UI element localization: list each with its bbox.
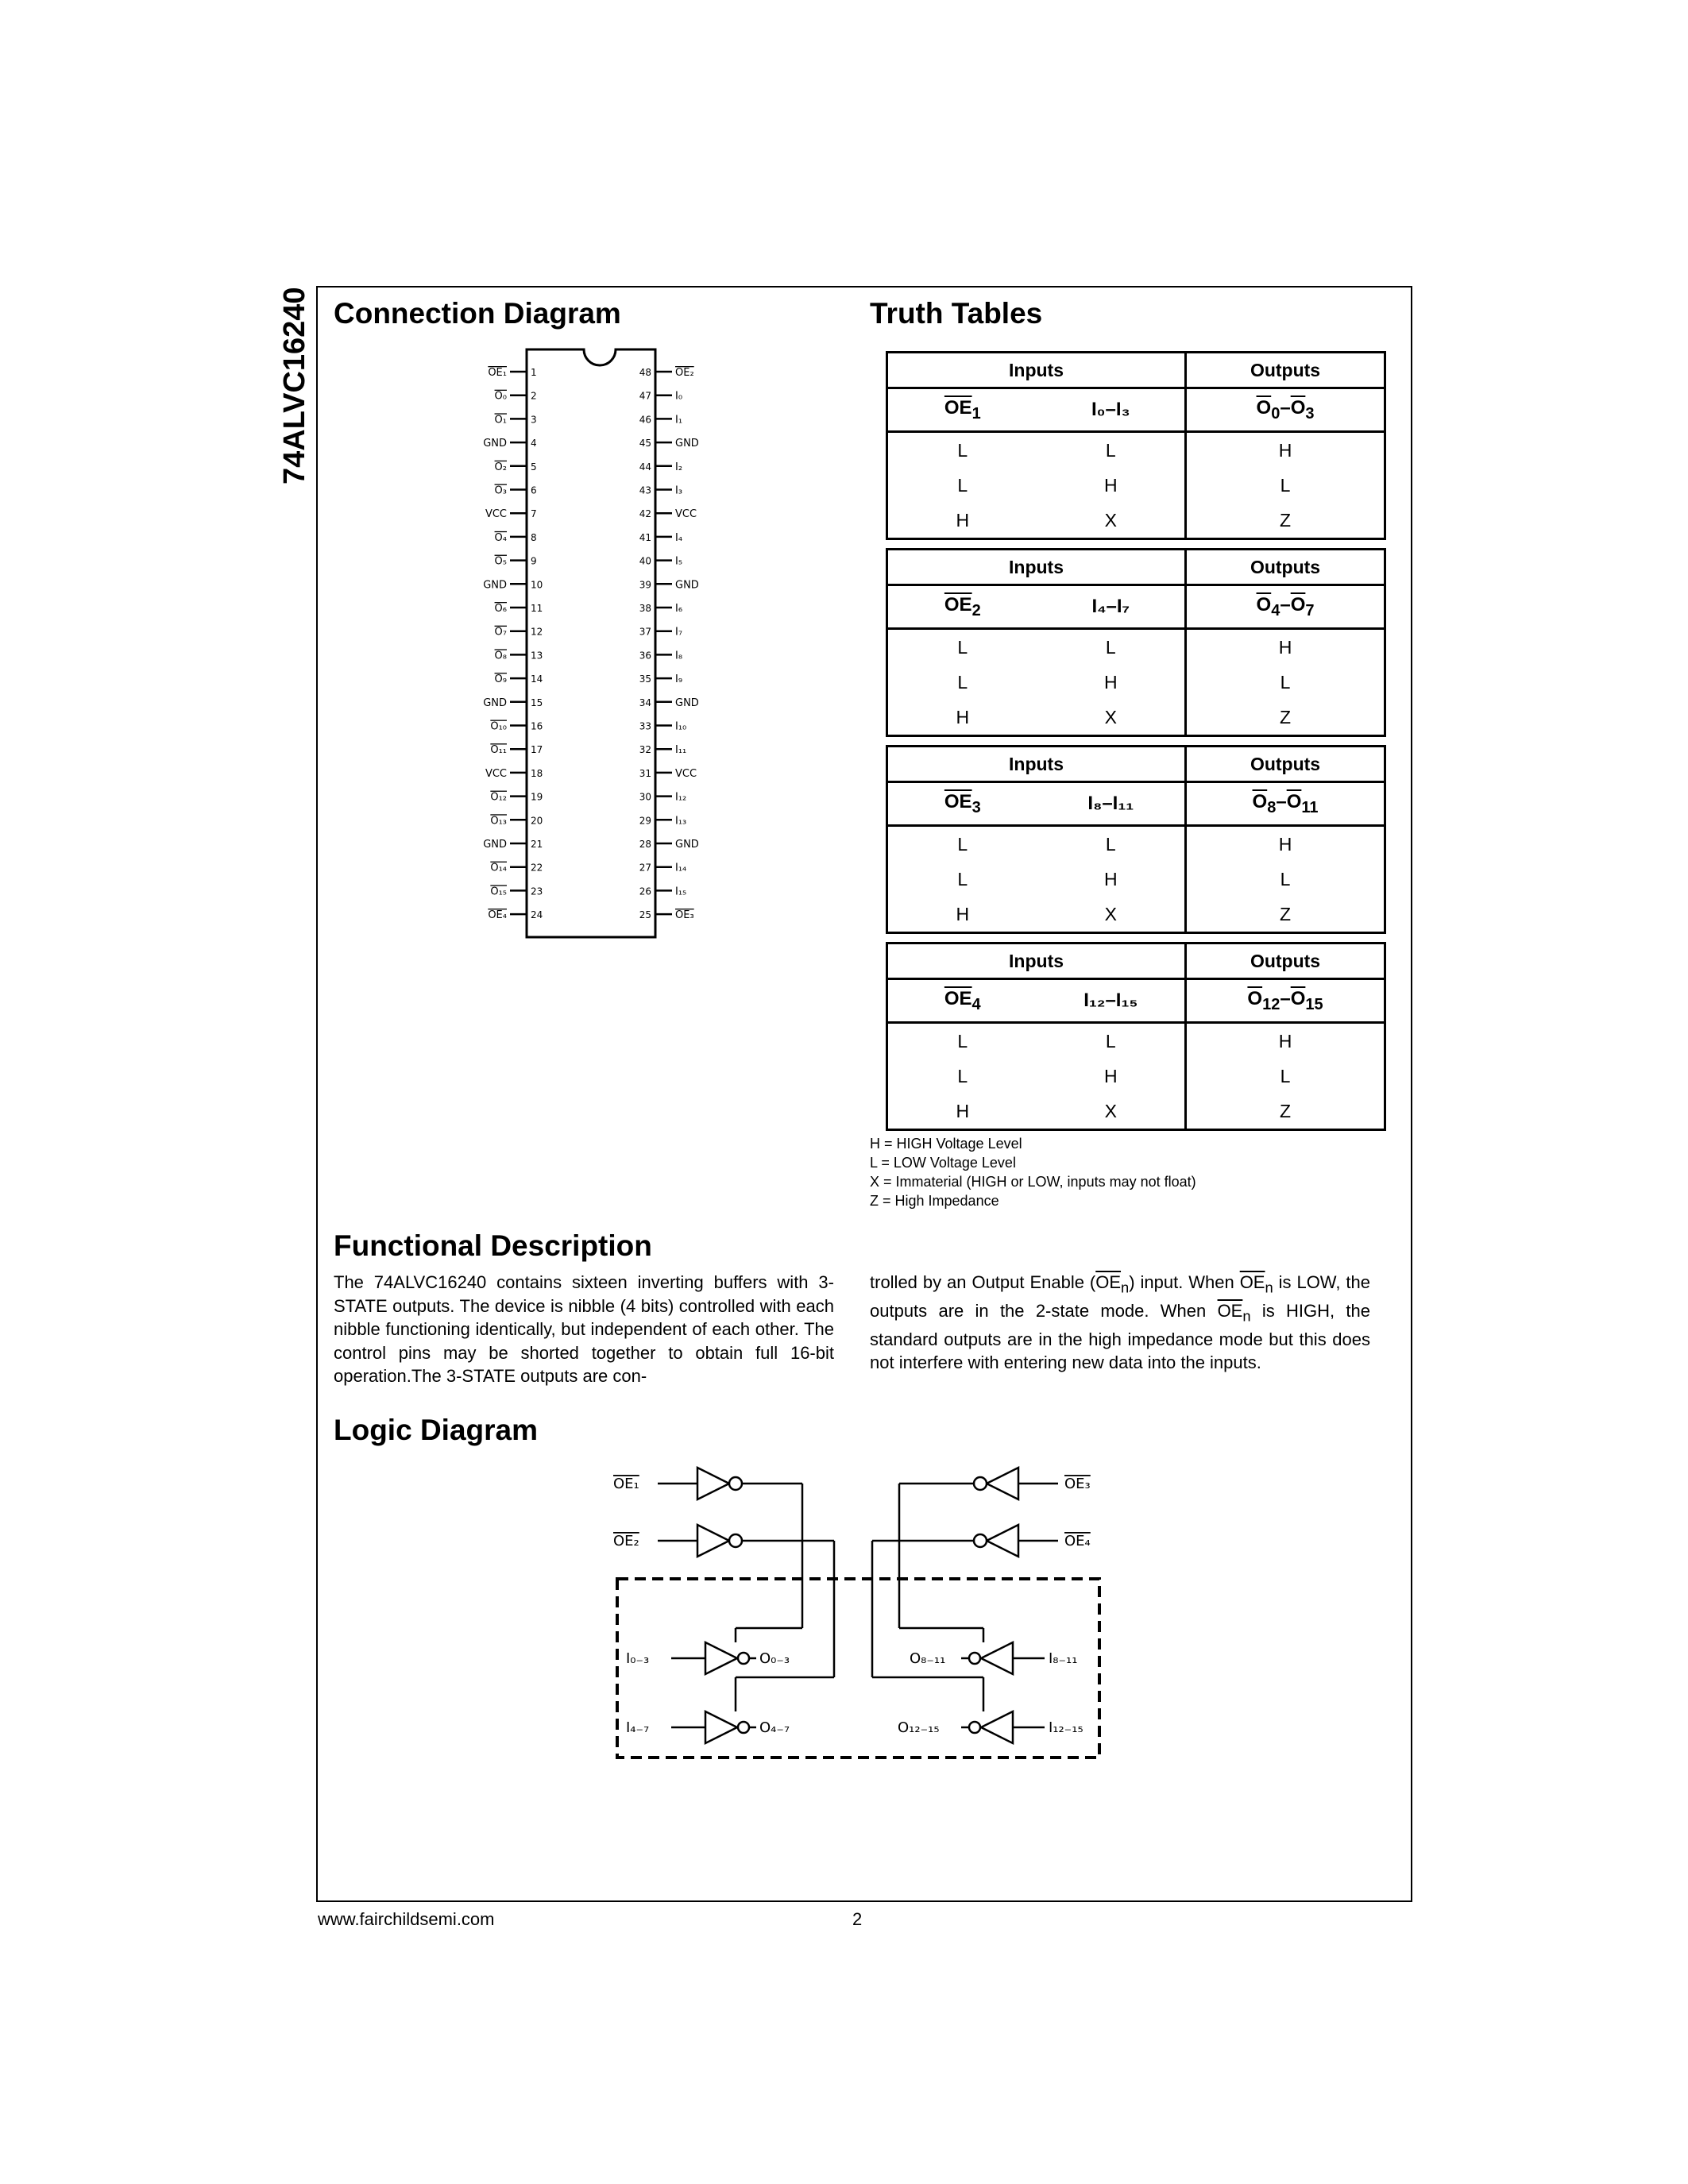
pin-number-right: 28 — [639, 839, 651, 850]
inputs-header: Inputs — [887, 747, 1186, 782]
pin-number-right: 36 — [639, 650, 651, 662]
pin-name-left: O₁₃ — [490, 815, 507, 828]
outputs-header: Outputs — [1186, 943, 1385, 979]
table-cell: X — [1037, 897, 1186, 933]
table-cell: H — [1186, 629, 1385, 666]
logic-label-oe3: OE₃ — [1064, 1476, 1091, 1492]
side-title: 74ALVC16240 — [278, 287, 311, 484]
pin-number-right: 29 — [639, 815, 651, 827]
pin-name-left: VCC — [485, 508, 507, 521]
table-subheader-row — [887, 782, 1385, 826]
pin-name-right: I₁ — [675, 414, 683, 426]
table-cell: L — [887, 826, 1037, 862]
table-row — [887, 629, 1385, 666]
input-range-header: I₄–I₇ — [1037, 585, 1186, 629]
pin-name-right: I₅ — [675, 555, 683, 568]
logic-label-i03: I₀₋₃ — [626, 1650, 650, 1667]
pin-name-left: O₁₁ — [490, 744, 507, 757]
table-row — [887, 665, 1385, 700]
truth-table — [886, 745, 1386, 934]
pin-name-left: VCC — [485, 767, 507, 780]
pin-number-right: 35 — [639, 673, 651, 685]
pin-name-right: I₆ — [675, 603, 683, 615]
functional-description-right: trolled by an Output Enable $(\overline{OE}_n)$ input. When $\overline{OE}_n$ is LOW, the outputs are in the 2-state mode. When $\overline{OE}_n$ is HIGH, the standard outputs are in the high impedance mode but this does not interfere with entering new data into the inputs. — [870, 1272, 1371, 1373]
pin-number-left: 11 — [531, 603, 543, 614]
pin-number-left: 3 — [531, 414, 537, 426]
pin-name-left: O₁₄ — [490, 862, 507, 874]
table-cell: L — [887, 1023, 1037, 1059]
input-range-header: I₁₂–I₁₅ — [1037, 979, 1186, 1023]
oe-column-header: $\overline{OE}_4$ — [887, 979, 1037, 1023]
table-subheader-row — [887, 585, 1385, 629]
pin-number-right: 43 — [639, 484, 651, 496]
table-cell: L — [1186, 468, 1385, 503]
pin-number-right: 33 — [639, 720, 651, 732]
pin-name-right: I₉ — [675, 673, 683, 686]
pin-number-right: 48 — [639, 367, 651, 378]
pin-number-left: 23 — [531, 886, 543, 897]
pin-number-left: 24 — [531, 909, 543, 921]
pin-number-left: 21 — [531, 839, 543, 850]
oe-column-header: $\overline{OE}_1$ — [887, 388, 1037, 432]
pin-name-left: O₆ — [494, 603, 507, 615]
table-cell: X — [1037, 1094, 1186, 1130]
pin-name-right: I₇ — [675, 626, 683, 639]
pin-name-right: I₁₀ — [675, 720, 687, 733]
logic-label-i811: I₈₋₁₁ — [1049, 1650, 1078, 1667]
table-cell: L — [1186, 1059, 1385, 1094]
pin-number-left: 8 — [531, 531, 537, 543]
pin-number-left: 18 — [531, 767, 543, 779]
pin-name-right: OE₃ — [675, 909, 694, 922]
table-header-row — [887, 747, 1385, 782]
inputs-header: Inputs — [887, 550, 1186, 585]
logic-label-o47: O₄₋₇ — [759, 1719, 790, 1736]
table-row — [887, 432, 1385, 469]
table-cell: H — [1037, 862, 1186, 897]
pin-name-left: O₁₂ — [490, 791, 507, 804]
pin-name-right: I₁₂ — [675, 791, 687, 804]
pin-number-left: 6 — [531, 484, 537, 496]
functional-description-heading: Functional Description — [334, 1229, 652, 1262]
pin-number-right: 27 — [639, 862, 651, 874]
output-range-header: $\overline{O}_{12}-\overline{O}_{15}$ — [1186, 979, 1385, 1023]
pin-number-left: 15 — [531, 696, 543, 708]
pin-group — [483, 367, 699, 921]
table-cell: Z — [1186, 503, 1385, 539]
table-row — [887, 862, 1385, 897]
pin-name-right: I₀ — [675, 390, 683, 403]
table-header-row — [887, 550, 1385, 585]
pin-number-left: 5 — [531, 461, 537, 473]
pin-number-right: 34 — [639, 696, 651, 708]
pin-name-left: O₅ — [494, 555, 507, 568]
pin-name-left: O₁₀ — [490, 720, 507, 733]
legend-item: H = HIGH Voltage Level — [870, 1136, 1022, 1152]
output-range-header: $\overline{O}_4-\overline{O}_7$ — [1186, 585, 1385, 629]
pin-number-left: 1 — [531, 367, 537, 378]
table-cell: L — [1186, 665, 1385, 700]
pin-name-left: O₃ — [494, 484, 507, 497]
pin-number-left: 13 — [531, 650, 543, 662]
pin-name-left: OE₁ — [488, 367, 507, 379]
pin-number-left: 22 — [531, 862, 543, 874]
truth-table — [886, 942, 1386, 1131]
pin-name-left: GND — [483, 579, 507, 592]
dashed-boundary — [617, 1579, 1099, 1758]
table-cell: X — [1037, 503, 1186, 539]
table-cell: Z — [1186, 1094, 1385, 1130]
pin-number-right: 47 — [639, 390, 651, 402]
pin-name-left: O₉ — [494, 673, 507, 686]
table-row — [887, 1094, 1385, 1130]
pin-number-left: 4 — [531, 438, 537, 450]
table-cell: L — [1037, 432, 1186, 469]
pin-number-left: 14 — [531, 673, 543, 685]
pin-name-right: GND — [675, 579, 699, 592]
pin-name-right: I₂ — [675, 461, 683, 473]
input-range-header: I₈–I₁₁ — [1037, 782, 1186, 826]
logic-label-oe4: OE₄ — [1064, 1533, 1091, 1549]
logic-label-o03: O₀₋₃ — [759, 1650, 790, 1667]
table-subheader-row — [887, 388, 1385, 432]
table-cell: H — [887, 503, 1037, 539]
table-cell: H — [887, 897, 1037, 933]
pin-number-right: 30 — [639, 791, 651, 803]
logic-diagram-heading: Logic Diagram — [334, 1414, 538, 1446]
outputs-header: Outputs — [1186, 353, 1385, 388]
table-cell: H — [1037, 468, 1186, 503]
pin-number-left: 10 — [531, 579, 543, 591]
pin-name-left: GND — [483, 696, 507, 709]
inputs-header: Inputs — [887, 943, 1186, 979]
logic-label-i47: I₄₋₇ — [626, 1719, 650, 1736]
table-subheader-row — [887, 979, 1385, 1023]
legend-item: Z = High Impedance — [870, 1193, 999, 1209]
pin-name-right: I₃ — [675, 484, 683, 497]
logic-label-o1215: O₁₂₋₁₅ — [898, 1719, 940, 1736]
logic-label-i1215: I₁₂₋₁₅ — [1049, 1719, 1083, 1736]
pin-number-right: 38 — [639, 603, 651, 614]
pin-name-right: GND — [675, 438, 699, 450]
page-number: 2 — [852, 1909, 863, 1929]
pin-name-right: VCC — [675, 767, 697, 780]
inputs-header: Inputs — [887, 353, 1186, 388]
table-cell: L — [887, 629, 1037, 666]
input-range-header: I₀–I₃ — [1037, 388, 1186, 432]
truth-table — [886, 548, 1386, 737]
table-cell: H — [1186, 826, 1385, 862]
table-cell: L — [887, 1059, 1037, 1094]
pin-number-right: 42 — [639, 508, 651, 520]
pin-name-right: I₁₁ — [675, 744, 687, 757]
truth-table — [886, 351, 1386, 540]
table-row — [887, 700, 1385, 736]
pin-name-right: OE₂ — [675, 367, 694, 379]
logic-label-o811: O₈₋₁₁ — [910, 1650, 946, 1667]
logic-diagram — [604, 1445, 1128, 1779]
table-cell: H — [1186, 432, 1385, 469]
pin-name-left: O₂ — [494, 461, 507, 473]
table-cell: L — [1037, 1023, 1186, 1059]
pin-name-right: I₁₃ — [675, 815, 687, 828]
table-header-row — [887, 353, 1385, 388]
pin-number-right: 32 — [639, 744, 651, 756]
pin-number-left: 20 — [531, 815, 543, 827]
pin-number-left: 16 — [531, 720, 543, 732]
pin-name-left: O₈ — [494, 650, 507, 662]
pin-name-left: O₄ — [494, 531, 507, 544]
pin-number-left: 9 — [531, 555, 537, 567]
pin-name-right: GND — [675, 696, 699, 709]
table-header-row — [887, 943, 1385, 979]
pin-name-left: O₇ — [494, 626, 507, 639]
legend-item: L = LOW Voltage Level — [870, 1155, 1016, 1171]
truth-tables-heading: Truth Tables — [870, 297, 1043, 330]
connection-diagram — [461, 341, 715, 945]
pin-name-left: O₁₅ — [490, 886, 507, 898]
table-cell: H — [1037, 665, 1186, 700]
ic-package-outline — [527, 349, 655, 937]
pin-name-right: I₁₅ — [675, 886, 687, 898]
table-cell: L — [887, 468, 1037, 503]
pin-number-left: 7 — [531, 508, 537, 520]
truth-table-legend — [870, 1134, 1196, 1210]
pin-number-left: 2 — [531, 390, 537, 402]
table-cell: L — [887, 665, 1037, 700]
outputs-header: Outputs — [1186, 550, 1385, 585]
legend-item: X = Immaterial (HIGH or LOW, inputs may not float) — [870, 1174, 1196, 1190]
pin-number-right: 31 — [639, 767, 651, 779]
pin-name-right: GND — [675, 839, 699, 851]
table-row — [887, 503, 1385, 539]
pin-number-left: 17 — [531, 744, 543, 756]
pin-name-right: I₄ — [675, 531, 683, 544]
pin-name-right: VCC — [675, 508, 697, 521]
pin-number-right: 40 — [639, 555, 651, 567]
pin-name-left: O₁ — [494, 414, 507, 426]
outputs-header: Outputs — [1186, 747, 1385, 782]
table-row — [887, 826, 1385, 862]
table-cell: L — [1037, 826, 1186, 862]
table-row — [887, 897, 1385, 933]
logic-label-oe1: OE₁ — [613, 1476, 639, 1492]
pin-number-right: 25 — [639, 909, 651, 921]
pin-number-right: 45 — [639, 438, 651, 450]
table-cell: L — [887, 432, 1037, 469]
pin-number-right: 44 — [639, 461, 651, 473]
logic-label-oe2: OE₂ — [613, 1533, 639, 1549]
functional-description-left: The 74ALVC16240 contains sixteen inverting buffers with 3-STATE outputs. The device is nibble (4 bits) controlled with each nibble functioning identically, but independent of each other. The control pins may be shorted together to obtain full 16-bit operation.The 3-STATE outputs are con- — [334, 1272, 834, 1386]
pin-number-right: 46 — [639, 414, 651, 426]
pin-number-right: 37 — [639, 626, 651, 638]
connection-diagram-heading: Connection Diagram — [334, 297, 621, 330]
pin-number-right: 26 — [639, 886, 651, 897]
table-cell: H — [1037, 1059, 1186, 1094]
pin-name-right: I₈ — [675, 650, 683, 662]
pin-number-right: 41 — [639, 531, 651, 543]
table-row — [887, 468, 1385, 503]
pin-number-left: 12 — [531, 626, 543, 638]
pin-name-left: OE₄ — [488, 909, 507, 922]
table-cell: Z — [1186, 700, 1385, 736]
table-row — [887, 1059, 1385, 1094]
oe-column-header: $\overline{OE}_3$ — [887, 782, 1037, 826]
output-range-header: $\overline{O}_0-\overline{O}_3$ — [1186, 388, 1385, 432]
table-cell: L — [1037, 629, 1186, 666]
table-cell: L — [1186, 862, 1385, 897]
oe-column-header: $\overline{OE}_2$ — [887, 585, 1037, 629]
pin-number-left: 19 — [531, 791, 543, 803]
table-cell: L — [887, 862, 1037, 897]
table-row — [887, 1023, 1385, 1059]
table-cell: H — [887, 1094, 1037, 1130]
table-cell: H — [1186, 1023, 1385, 1059]
table-cell: X — [1037, 700, 1186, 736]
pin-number-right: 39 — [639, 579, 651, 591]
footer-url: www.fairchildsemi.com — [318, 1909, 495, 1929]
pin-name-right: I₁₄ — [675, 862, 687, 874]
pin-name-left: GND — [483, 438, 507, 450]
pin-name-left: O₀ — [494, 390, 507, 403]
table-cell: H — [887, 700, 1037, 736]
table-cell: Z — [1186, 897, 1385, 933]
pin-name-left: GND — [483, 839, 507, 851]
output-range-header: $\overline{O}_8-\overline{O}_{11}$ — [1186, 782, 1385, 826]
